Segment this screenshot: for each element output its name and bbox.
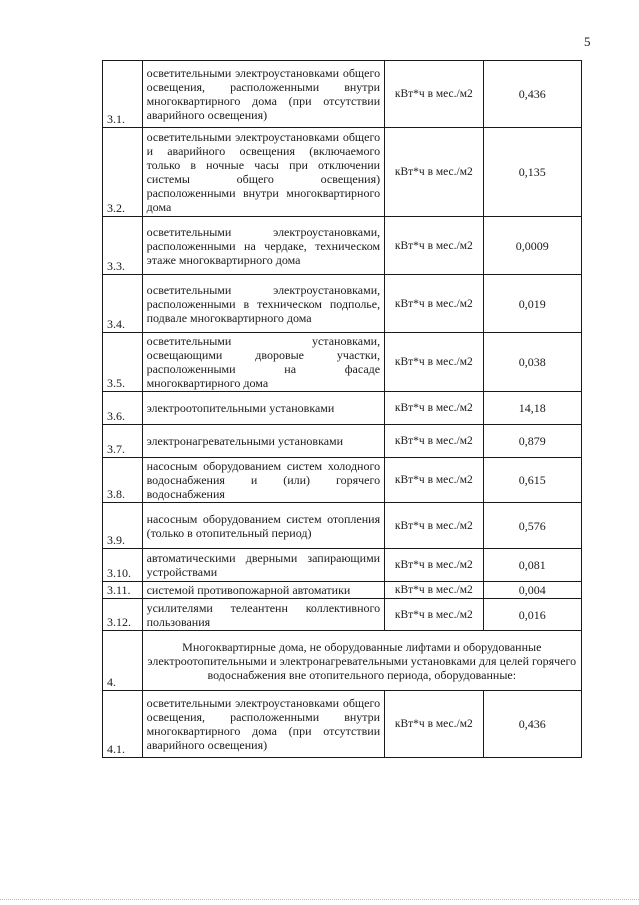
row-unit: кВт*ч в мес./м2 bbox=[385, 392, 483, 425]
row-description: осветительными электроустановками общего и аварийного освещения (включаемого только в ночные часы при отключении системы общего освещения) расположенными внутри многоквартирного дома bbox=[142, 128, 385, 217]
row-description: усилителями телеантенн коллективного пользования bbox=[142, 599, 385, 631]
row-value: 0,436 bbox=[483, 691, 581, 758]
row-unit: кВт*ч в мес./м2 bbox=[385, 599, 483, 631]
row-value: 0,016 bbox=[483, 599, 581, 631]
consumption-norms-table bbox=[102, 60, 582, 758]
row-number: 3.2. bbox=[103, 128, 143, 217]
row-value: 0,038 bbox=[483, 333, 581, 392]
table-row bbox=[103, 549, 582, 582]
row-value: 0,019 bbox=[483, 275, 581, 333]
row-unit: кВт*ч в мес./м2 bbox=[385, 425, 483, 458]
row-value: 14,18 bbox=[483, 392, 581, 425]
table-row bbox=[103, 275, 582, 333]
row-description: осветительными электроустановками, расположенными на чердаке, техническом этаже многоквартирного дома bbox=[142, 217, 385, 275]
row-value: 0,004 bbox=[483, 582, 581, 599]
row-value: 0,436 bbox=[483, 61, 581, 128]
row-number: 4.1. bbox=[103, 691, 143, 758]
row-number: 3.10. bbox=[103, 549, 143, 582]
row-unit: кВт*ч в мес./м2 bbox=[385, 549, 483, 582]
row-number: 3.11. bbox=[103, 582, 143, 599]
row-unit: кВт*ч в мес./м2 bbox=[385, 582, 483, 599]
row-value: 0,135 bbox=[483, 128, 581, 217]
row-unit: кВт*ч в мес./м2 bbox=[385, 333, 483, 392]
table-row bbox=[103, 333, 582, 392]
row-description: осветительными электроустановками общего освещения, расположенными внутри многоквартирного дома (при отсутствии аварийного освещения) bbox=[142, 691, 385, 758]
row-unit: кВт*ч в мес./м2 bbox=[385, 691, 483, 758]
row-number: 3.7. bbox=[103, 425, 143, 458]
scan-bottom-edge bbox=[0, 899, 639, 900]
row-value: 0,879 bbox=[483, 425, 581, 458]
row-description: электронагревательными установками bbox=[142, 425, 385, 458]
row-description: системой противопожарной автоматики bbox=[142, 582, 385, 599]
row-number: 3.6. bbox=[103, 392, 143, 425]
row-number: 3.12. bbox=[103, 599, 143, 631]
table-row bbox=[103, 691, 582, 758]
row-number: 3.9. bbox=[103, 503, 143, 549]
row-unit: кВт*ч в мес./м2 bbox=[385, 61, 483, 128]
table-row bbox=[103, 599, 582, 631]
row-number: 3.4. bbox=[103, 275, 143, 333]
row-description: электроотопительными установками bbox=[142, 392, 385, 425]
row-unit: кВт*ч в мес./м2 bbox=[385, 503, 483, 549]
table-row bbox=[103, 128, 582, 217]
row-unit: кВт*ч в мес./м2 bbox=[385, 128, 483, 217]
page-number: 5 bbox=[584, 34, 591, 49]
table-row bbox=[103, 503, 582, 549]
table-row bbox=[103, 61, 582, 128]
row-unit: кВт*ч в мес./м2 bbox=[385, 275, 483, 333]
table-row bbox=[103, 458, 582, 503]
row-description: насосным оборудованием систем холодного водоснабжения и (или) горячего водоснабжения bbox=[142, 458, 385, 503]
row-description: автоматическими дверными запирающими устройствами bbox=[142, 549, 385, 582]
section-row bbox=[103, 631, 582, 691]
row-unit: кВт*ч в мес./м2 bbox=[385, 458, 483, 503]
section-heading: Многоквартирные дома, не оборудованные лифтами и оборудованные электроотопительными и электронагревательными установками для целей горячего водоснабжения вне отопительного периода, оборудованные: bbox=[142, 631, 581, 691]
row-description: осветительными электроустановками общего освещения, расположенными внутри многоквартирного дома (при отсутствии аварийного освещения) bbox=[142, 61, 385, 128]
row-value: 0,081 bbox=[483, 549, 581, 582]
row-number: 3.5. bbox=[103, 333, 143, 392]
row-unit: кВт*ч в мес./м2 bbox=[385, 217, 483, 275]
row-value: 0,0009 bbox=[483, 217, 581, 275]
row-description: осветительными электроустановками, расположенными в техническом подполье, подвале многоквартирного дома bbox=[142, 275, 385, 333]
row-description: осветительными установками, освещающими дворовые участки, расположенными на фасаде многоквартирного дома bbox=[142, 333, 385, 392]
row-number: 3.3. bbox=[103, 217, 143, 275]
section-number: 4. bbox=[103, 631, 143, 691]
table-row bbox=[103, 425, 582, 458]
table-row bbox=[103, 582, 582, 599]
row-description: насосным оборудованием систем отопления (только в отопительный период) bbox=[142, 503, 385, 549]
table-row bbox=[103, 392, 582, 425]
table-row bbox=[103, 217, 582, 275]
row-value: 0,615 bbox=[483, 458, 581, 503]
row-number: 3.8. bbox=[103, 458, 143, 503]
row-number: 3.1. bbox=[103, 61, 143, 128]
row-value: 0,576 bbox=[483, 503, 581, 549]
